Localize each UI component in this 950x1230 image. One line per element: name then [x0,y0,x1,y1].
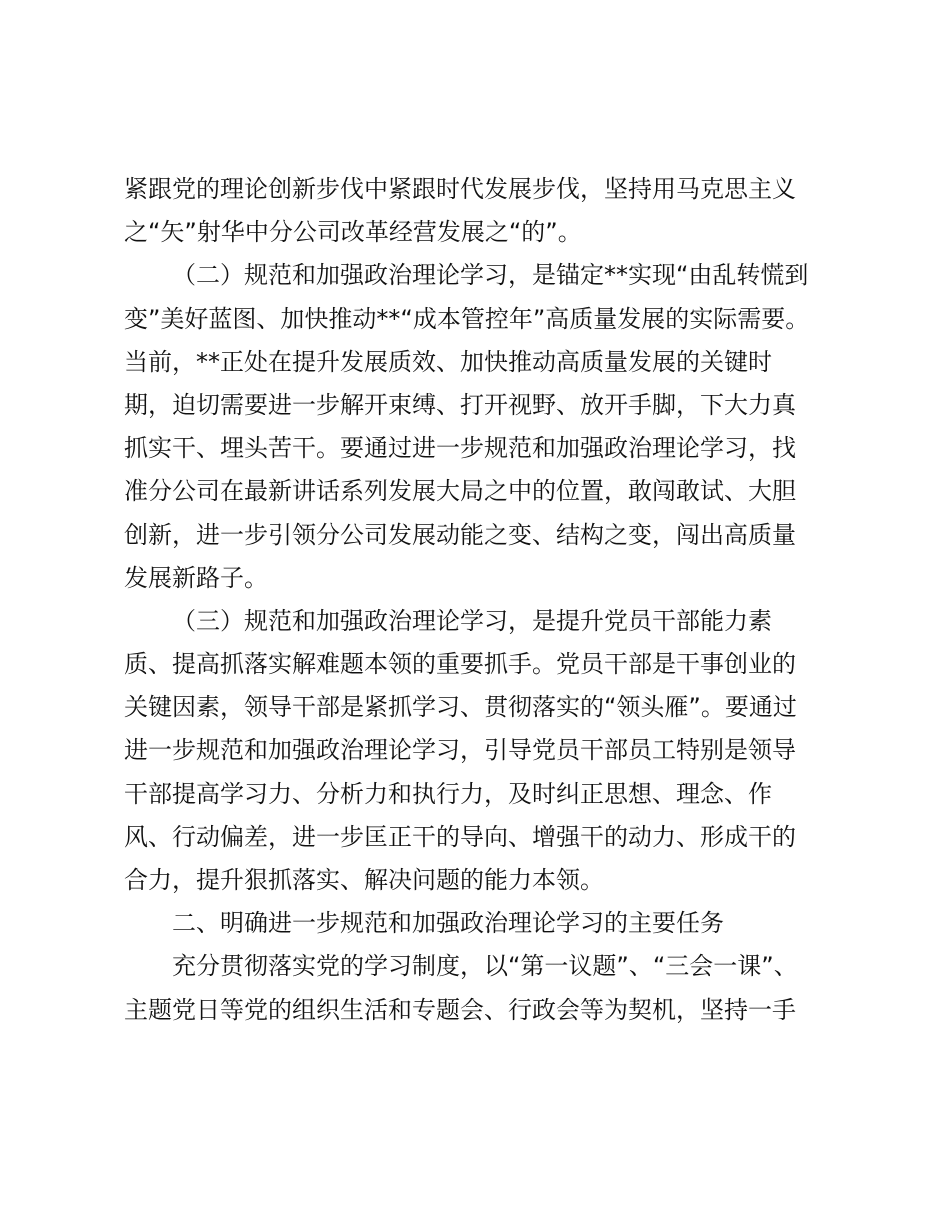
text-line: （三）规范和加强政治理论学习，是提升党员干部能力素 [172,606,772,635]
text-line: 干部提高学习力、分析力和执行力，及时纠正思想、理念、作 [124,779,772,808]
text-line: 创新，进一步引领分公司发展动能之变、结构之变，闯出高质量 [124,520,796,549]
text-line: 充分贯彻落实党的学习制度，以“第一议题”、“三会一课”、 [172,952,798,981]
text-line: 紧跟党的理论创新步伐中紧跟时代发展步伐，坚持用马克思主义 [124,175,796,203]
text-line: 发展新路子。 [124,563,268,592]
text-line: 风、行动偏差，进一步匡正干的导向、增强干的动力、形成干的 [124,822,796,851]
text-line: 质、提高抓落实解难题本领的重要抓手。党员干部是干事创业的 [124,650,796,679]
text-line: 合力，提升狠抓落实、解决问题的能力本领。 [124,866,604,894]
text-line: 变”美好蓝图、加快推动**“成本管控年”高质量发展的实际需要。 [124,304,810,333]
text-line: 抓实干、埋头苦干。要通过进一步规范和加强政治理论学习，找 [124,434,796,463]
text-line: 当前，**正处在提升发展质效、加快推动高质量发展的关键时 [124,347,772,376]
section-heading: 二、明确进一步规范和加强政治理论学习的主要任务 [172,909,724,938]
text-line: 主题党日等党的组织生活和专题会、行政会等为契机，坚持一手 [124,995,796,1024]
text-line: 进一步规范和加强政治理论学习，引导党员干部员工特别是领导 [124,736,796,765]
text-line: 关键因素，领导干部是紧抓学习、贯彻落实的“领头雁”。要通过 [124,693,797,722]
text-line: 之“矢”射华中分公司改革经营发展之“的”。 [124,218,582,247]
text-line: （二）规范和加强政治理论学习，是锚定**实现“由乱转慌到 [172,261,809,290]
text-line: 期，迫切需要进一步解开束缚、打开视野、放开手脚，下大力真 [124,390,796,419]
document-body [124,168,824,1032]
text-line: 准分公司在最新讲话系列发展大局之中的位置，敢闯敢试、大胆 [124,477,796,506]
